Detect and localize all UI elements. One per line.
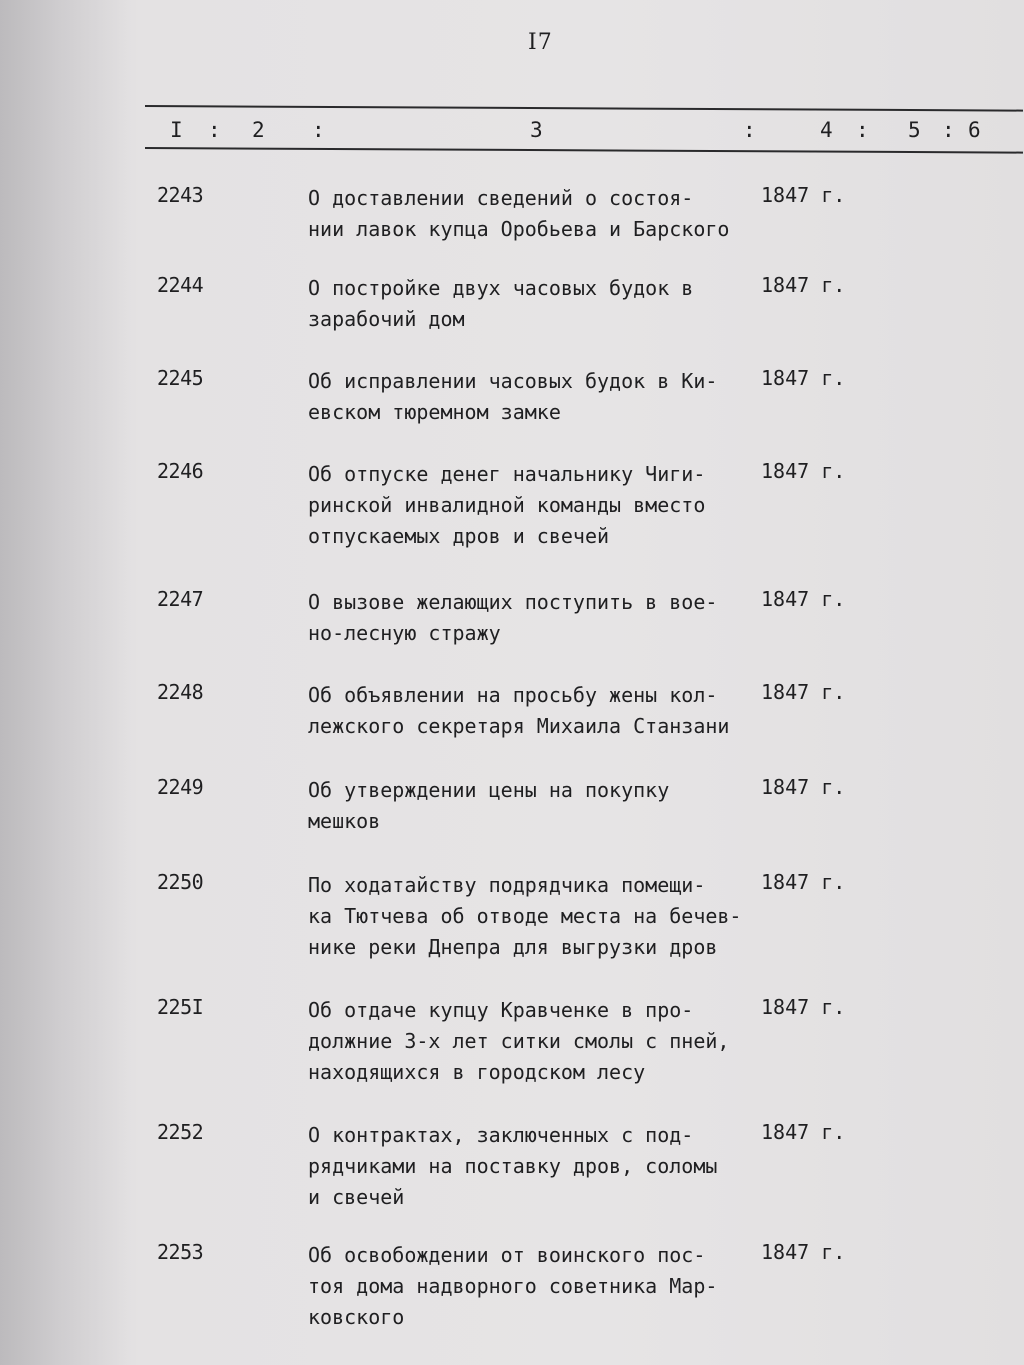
entry-year: 1847 г.: [761, 1240, 846, 1264]
entry-year: 1847 г.: [761, 183, 846, 207]
entry-title-line: рядчиками на поставку дров, соломы: [308, 1154, 718, 1178]
entry-title-line: нике реки Днепра для выгрузки дров: [308, 935, 718, 959]
entry-title: [308, 1240, 778, 1333]
entry-title: [308, 680, 778, 742]
entry-title-line: По ходатайству подрядчика помещи-: [308, 873, 706, 897]
entry-title-line: О доставлении сведений о состоя-: [308, 186, 694, 210]
entry-number: 2252: [157, 1120, 204, 1144]
entry-title-line: О вызове желающих поступить в вое-: [308, 590, 718, 614]
entry-title-line: должние 3-х лет ситки смолы с пней,: [308, 1029, 730, 1053]
header-bottom-rule: [145, 147, 1023, 154]
entry-title-line: нии лавок купца Оробьева и Барского: [308, 217, 730, 241]
entry-title: [308, 995, 778, 1088]
entry-title: [308, 459, 778, 552]
entry-title-line: евском тюремном замке: [308, 400, 561, 424]
entry-number: 2248: [157, 680, 204, 704]
entry-title-line: отпускаемых дров и свечей: [308, 524, 610, 548]
previous-page-edge: [0, 0, 130, 1365]
entry-year: 1847 г.: [761, 273, 846, 297]
entry-title: [308, 1120, 778, 1213]
entry-year: 1847 г.: [761, 775, 846, 799]
entry-title-line: Об отдаче купцу Кравченке в про-: [308, 998, 694, 1022]
entry-number: 2245: [157, 366, 204, 390]
entry-number: 2246: [157, 459, 204, 483]
entry-title: [308, 775, 778, 837]
entry-year: 1847 г.: [761, 366, 846, 390]
entry-year: 1847 г.: [761, 587, 846, 611]
entry-number: 2243: [157, 183, 204, 207]
entry-number: 2247: [157, 587, 204, 611]
entry-title-line: ковского: [308, 1305, 405, 1329]
entry-year: 1847 г.: [761, 680, 846, 704]
entry-title: [308, 183, 778, 245]
header-top-rule: [145, 105, 1023, 112]
entry-title-line: находящихся в городском лесу: [308, 1060, 646, 1084]
entry-title-line: Об объявлении на просьбу жены кол-: [308, 683, 718, 707]
column-separator: :: [942, 118, 955, 142]
entry-title-line: и свечей: [308, 1185, 405, 1209]
entry-title-line: ринской инвалидной команды вместо: [308, 493, 706, 517]
entry-year: 1847 г.: [761, 870, 846, 894]
entry-title: [308, 870, 778, 963]
entry-year: 1847 г.: [761, 1120, 846, 1144]
page-number: I7: [528, 30, 553, 55]
column-separator: :: [743, 118, 756, 142]
entry-title: [308, 587, 778, 649]
entry-number: 225I: [157, 995, 204, 1019]
column-header-3: 3: [530, 118, 543, 142]
column-separator: :: [208, 118, 221, 142]
entry-title-line: О постройке двух часовых будок в: [308, 276, 694, 300]
entry-title-line: лежского секретаря Михаила Станзани: [308, 714, 730, 738]
entry-number: 2244: [157, 273, 204, 297]
entry-title-line: ка Тютчева об отводе места на бечев-: [308, 904, 742, 928]
entry-title-line: Об освобождении от воинского пос-: [308, 1243, 706, 1267]
column-header-5: 5: [908, 118, 921, 142]
column-separator: :: [856, 118, 869, 142]
entry-number: 2250: [157, 870, 204, 894]
entry-number: 2249: [157, 775, 204, 799]
entry-title-line: зарабочий дом: [308, 307, 465, 331]
entry-title-line: Об отпуске денег начальнику Чиги-: [308, 462, 706, 486]
column-header-4: 4: [820, 118, 833, 142]
entry-title-line: но-лесную стражу: [308, 621, 501, 645]
entry-title: [308, 366, 778, 428]
column-header-1: I: [170, 118, 183, 142]
entry-year: 1847 г.: [761, 995, 846, 1019]
entry-year: 1847 г.: [761, 459, 846, 483]
entry-title-line: Об исправлении часовых будок в Ки-: [308, 369, 718, 393]
entry-title-line: Об утверждении цены на покупку: [308, 778, 670, 802]
column-header-6: 6: [968, 118, 981, 142]
entry-title-line: О контрактах, заключенных с под-: [308, 1123, 694, 1147]
entry-title-line: тоя дома надворного советника Мар-: [308, 1274, 718, 1298]
entry-number: 2253: [157, 1240, 204, 1264]
column-separator: :: [312, 118, 325, 142]
entry-title: [308, 273, 778, 335]
column-header-2: 2: [252, 118, 265, 142]
entry-title-line: мешков: [308, 809, 381, 833]
